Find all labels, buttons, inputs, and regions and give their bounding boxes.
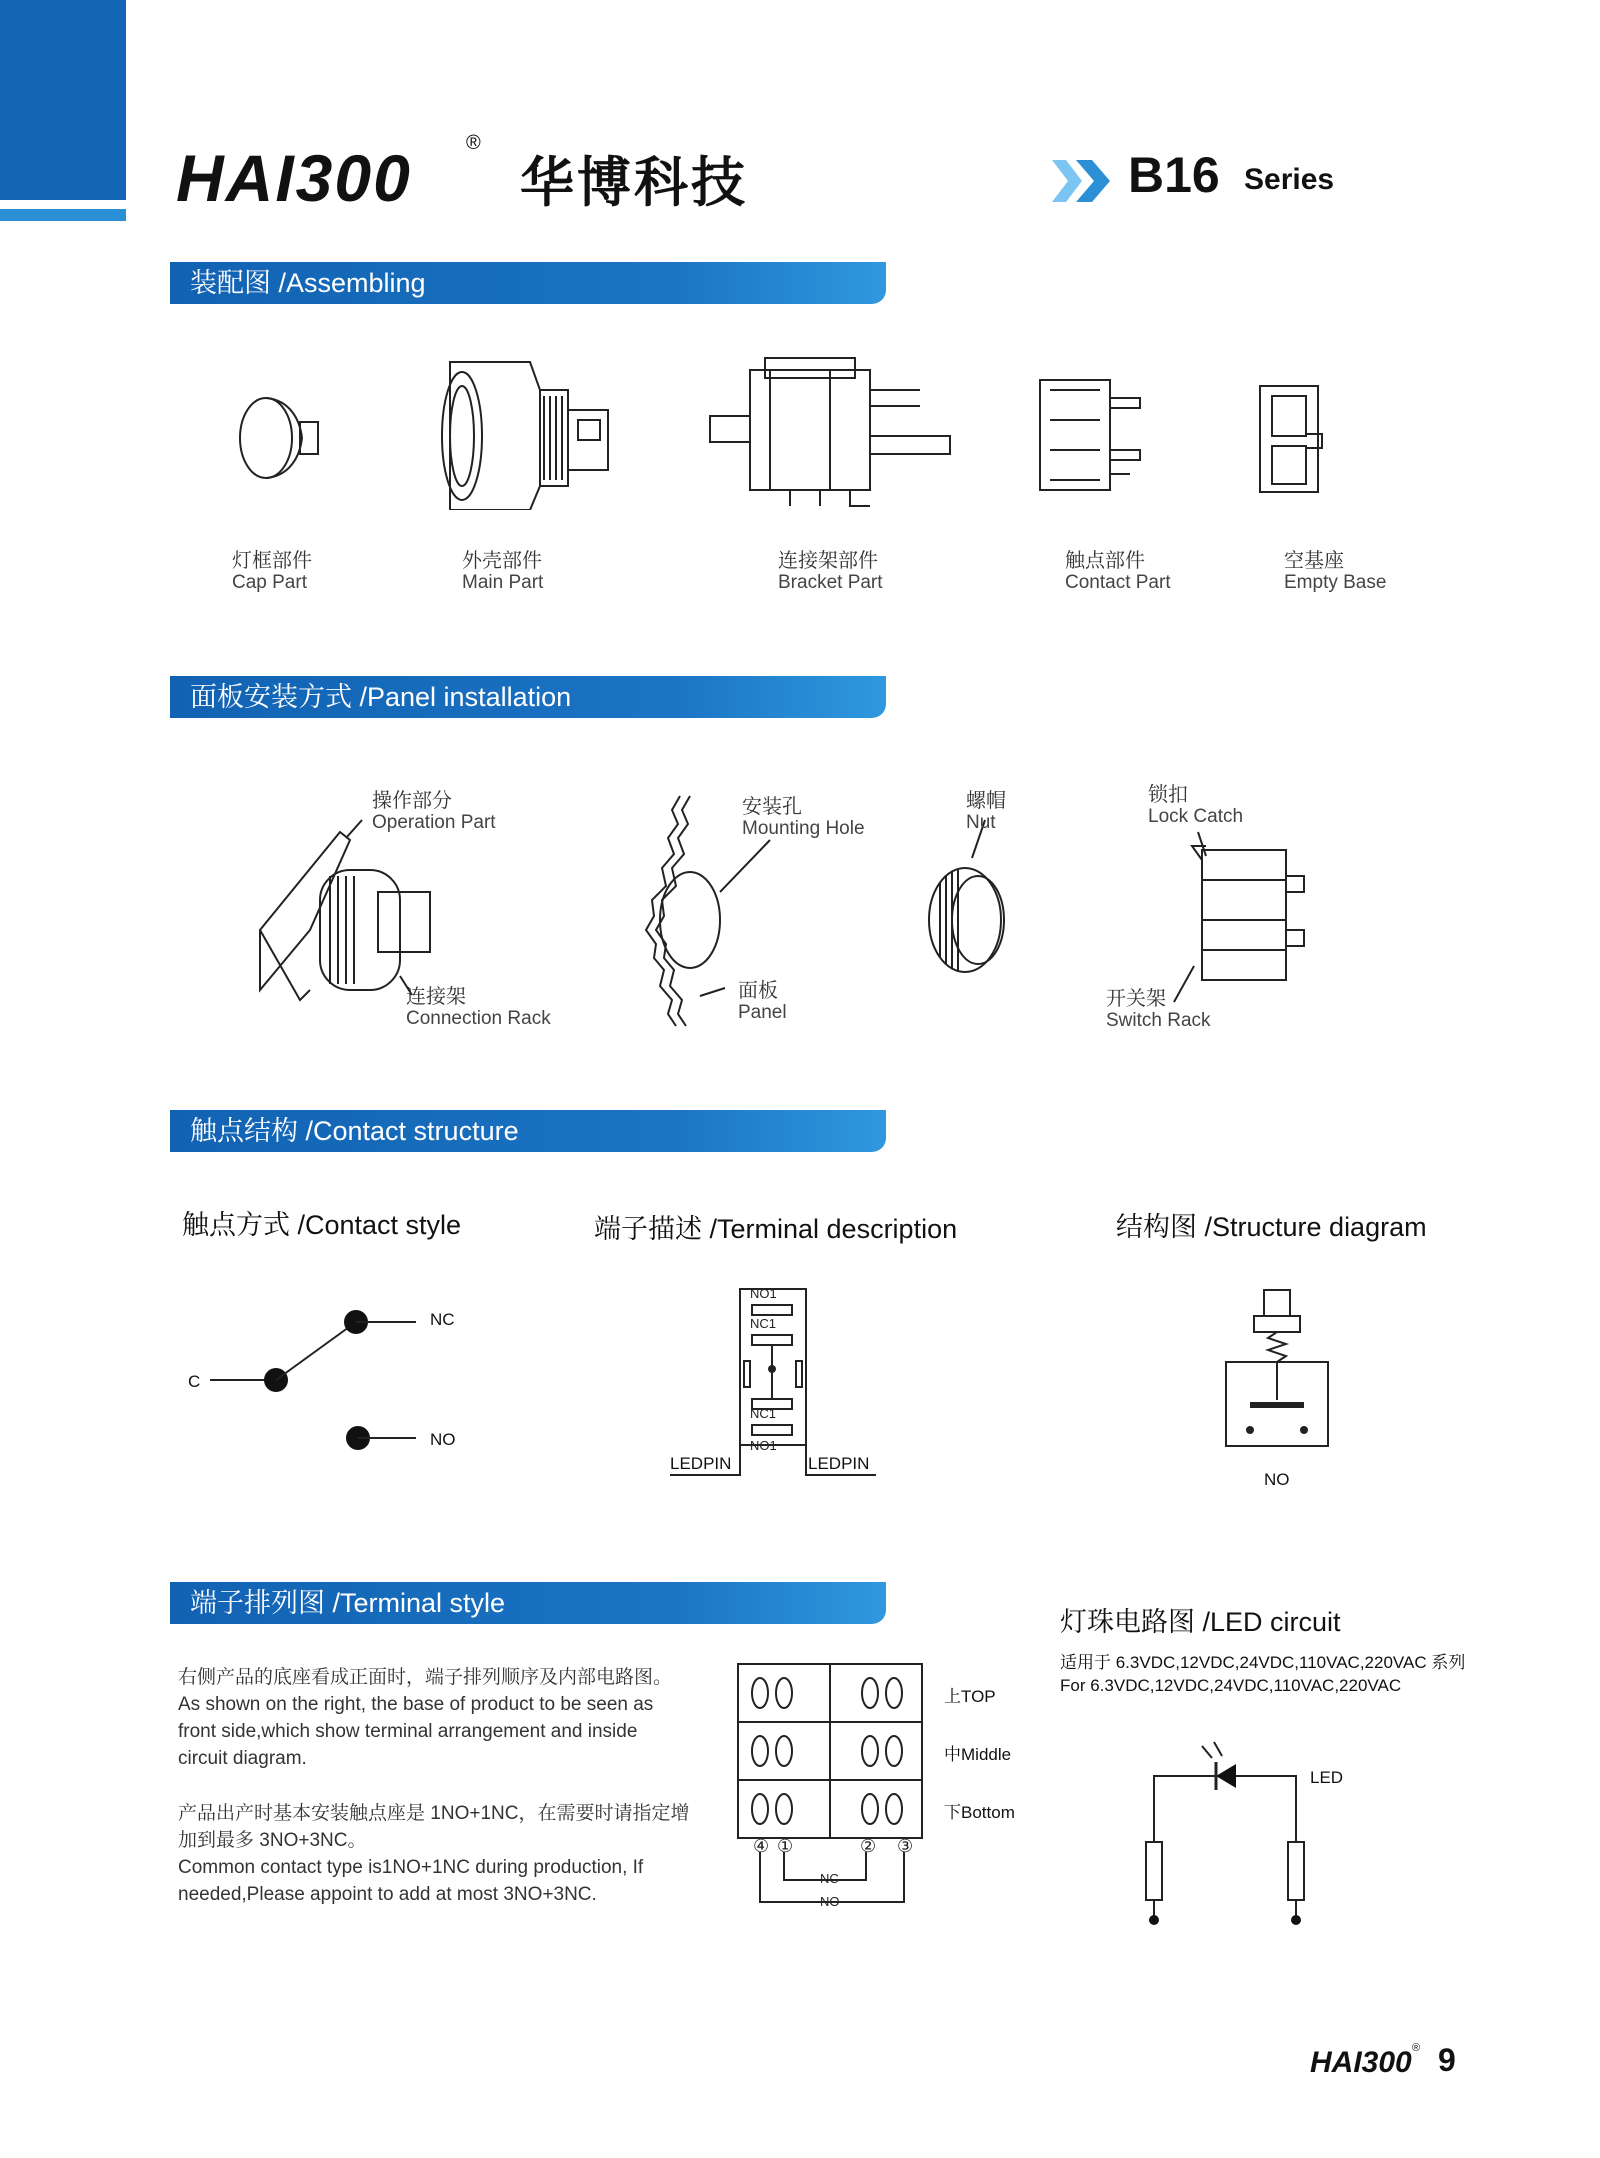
label-lock-catch: 锁扣 Lock Catch [1148,784,1244,827]
section-header-terminal: 端子排列图 /Terminal style [170,1582,886,1624]
terminal-paragraph-2: 产品出产时基本安装触点座是 1NO+1NC，在需要时请指定增加到最多 3NO+3NC。 Common contact type is1NO+1NC during production, If needed,Please appoint to add at most 3NO+3NC. [178,1803,690,1905]
bracket-part-drawing [710,358,950,506]
terminal-nc1-top: NC1 [750,1316,777,1331]
terminal-paragraph-1: 右侧产品的底座看成正面时，端子排列顺序及内部电路图。 As shown on the right, the base of product to be seen as front side,which show terminal arrangement and inside circuit diagram. [178,1667,673,1769]
contact-style-title: 触点方式 /Contact style [182,1210,462,1240]
double-chevron-icon [1052,156,1116,206]
nut-drawing [929,820,1004,972]
terminal-no-label: NO [820,1894,840,1909]
terminal-nc1-bottom: NC1 [750,1406,777,1421]
structure-diagram-title: 结构图 /Structure diagram [1116,1212,1427,1242]
pin-4: ④ [753,1836,770,1856]
label-panel: 面板 Panel [738,980,787,1023]
led-label: LED [1310,1768,1344,1787]
structure-diagram [1200,1280,1350,1480]
series-code: B16 [1128,147,1220,203]
led-circuit-title: 灯珠电路图 /LED circuit [1060,1607,1341,1637]
assembling-illustrations [230,350,1450,510]
part-label-bracket: 连接架部件 Bracket Part [778,550,883,593]
pin-3: ③ [897,1836,914,1856]
contact-part-drawing [1040,380,1140,490]
corner-stripe [0,209,126,221]
section-header-panel: 面板安装方式 /Panel installation [170,676,886,718]
operation-assembly-drawing [260,820,430,1000]
label-switch-rack: 开关架 Switch Rack [1106,988,1211,1031]
row-middle-label: 中Middle [944,1745,1012,1764]
row-top-label: 上TOP [944,1687,996,1706]
part-label-main: 外壳部件 Main Part [462,550,544,593]
series-word: Series [1244,163,1335,196]
terminal-no1-top: NO1 [750,1286,777,1301]
main-part-drawing [442,362,608,510]
footer-registered-mark: ® [1412,2042,1421,2054]
led-circuit-diagram [1130,1730,1330,1930]
contact-nc-label: NC [430,1310,455,1329]
brand-name-cn: 华博科技 [520,153,748,213]
pin-1: ① [777,1836,794,1856]
corner-decoration [0,0,126,200]
contact-no-label: NO [430,1430,456,1449]
label-operation-part: 操作部分 Operation Part [372,790,496,833]
label-mounting-hole: 安装孔 Mounting Hole [742,796,865,839]
label-connection-rack: 连接架 Connection Rack [406,986,551,1029]
contact-c-label: C [188,1372,201,1391]
empty-base-drawing [1260,386,1322,492]
terminal-description-title: 端子描述 /Terminal description [594,1214,958,1244]
cap-part-drawing [240,398,318,478]
row-bottom-label: 下Bottom [944,1803,1015,1822]
page-number: 9 [1438,2042,1456,2078]
part-label-cap: 灯框部件 Cap Part [232,550,312,593]
part-label-empty-base: 空基座 Empty Base [1284,550,1387,593]
led-note-en: For 6.3VDC,12VDC,24VDC,110VAC,220VAC [1060,1676,1402,1695]
pin-2: ② [860,1836,877,1856]
led-note-cn: 适用于 6.3VDC,12VDC,24VDC,110VAC,220VAC 系列 [1060,1653,1466,1672]
label-nut: 螺帽 Nut [966,790,1006,833]
terminal-no1-bottom: NO1 [750,1438,777,1453]
terminal-ledpin-right: LEDPIN [808,1454,870,1473]
terminal-ledpin-left: LEDPIN [670,1454,732,1473]
brand-logo: HAI300 [176,141,412,215]
section-header-assembling: 装配图 /Assembling [170,262,886,304]
registered-mark: ® [466,132,481,154]
terminal-nc-label: NC [820,1871,839,1886]
part-label-contact: 触点部件 Contact Part [1065,550,1171,593]
section-header-contact: 触点结构 /Contact structure [170,1110,886,1152]
footer-logo: HAI300 [1310,2046,1412,2079]
structure-no-label: NO [1264,1470,1290,1489]
switch-rack-drawing [1174,832,1304,1002]
